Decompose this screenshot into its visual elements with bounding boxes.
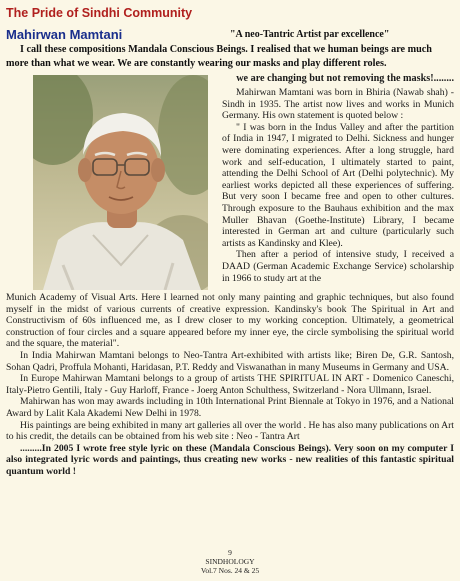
lead-paragraph: I call these compositions Mandala Conscious Beings. I realised that we human beings are much more than what we wear. We are constantly wearing our masks and play different roles. xyxy=(6,44,432,69)
artist-portrait-photo xyxy=(33,75,208,290)
article-title: Mahirwan Mamtani xyxy=(6,27,123,42)
quote-paragraph: " I was born in the Indus Valley and after the partition of India in 1947, I migrated to Delhi. Sickness and hunger were dominating experiences. After a long struggle, hard work and self-education, I ultimately started to paint, attending the Delhi School of Art (Delhi polytechnic). My earliest works depicted all these experiences of suffering. But very soon I became free and open to other cultures. Through exposure to the Bauhaus exhibition and the max Muller Bhavan (Goethe-Institute) Library, I became interested in German art and culture (particularly such artists as Kandinsky and Klee). xyxy=(222,121,454,249)
issue-info: Vol.7 Nos. 24 & 25 xyxy=(200,566,260,575)
full-width-text xyxy=(6,292,454,478)
closing-paragraph: .........In 2005 I wrote free style lyric on these (Mandala Conscious Beings). Very soon on my computer I also integrated lyric words and paintings, thus creating new works - new realities of this fantastic spiritual quantum world ! xyxy=(6,442,454,477)
quote-paragraph-end: Munich Academy of Visual Arts. Here I learned not only many painting and graphic techniques, but also found myself in the midst of various currents of creative expression. Kandinsky's book The Spiritual in Art and Constructivism of 60s influenced me, as I drew closer to my working conception. Ultimately, a geometrical construction of four circles and a square appeared before my inner eye, the circle symbolising the spiritual world and the square, the material". xyxy=(6,292,454,350)
paragraph-publications: His paintings are being exhibited in many art galleries all over the world . He has also many publications on Art to his credit, the details can be obtained from his web site : Neo - Tantra Art xyxy=(6,419,454,443)
paragraph-india: In India Mahirwan Mamtani belongs to Neo-Tantra Art-exhibited with artists like; Biren De, G.R. Santosh, Sohan Qadri, Proffula Mohanti, Haridasan, P.T. Reddy and Viswanathan in many Museums in Germany and USA. xyxy=(6,349,454,373)
page-footer xyxy=(0,548,460,575)
paragraph-europe: In Europe Mahirwan Mamtani belongs to a group of artists THE SPIRITUAL IN ART - Domenico Caneschi, Italy-Pietro Gentili, Italy - Guy Harloff, France - Joerg Anton Schulthess, Switzerland - Nora Ullmann, Israel. xyxy=(6,373,454,396)
publication-name: SINDHOLOGY xyxy=(205,557,255,566)
quote-paragraph-continued: Then after a period of intensive study, I received a DAAD (German Academic Exchange Service) scholarship in 1966 to study art at the xyxy=(222,249,454,284)
portrait-illustration xyxy=(33,75,208,290)
lead-paragraph-tail: we are changing but not removing the masks!........ xyxy=(236,73,454,84)
paragraph-awards: Mahirwan has won may awards including in 10th International Print Biennale at Tokyo in 1976, and a National Award by Lalit Kala Akademi New Delhi in 1978. xyxy=(6,396,454,419)
page-number: 9 xyxy=(228,548,232,557)
bio-paragraph: Mahirwan Mamtani was born in Bhiria (Nawab shah) - Sindh in 1935. The artist now lives and works in Munich Germany. His own statement is quoted below : xyxy=(222,87,454,122)
section-kicker: The Pride of Sindhi Community xyxy=(6,6,193,20)
right-column-text xyxy=(222,87,454,284)
article-tagline: "A neo-Tantric Artist par excellence" xyxy=(230,29,390,40)
